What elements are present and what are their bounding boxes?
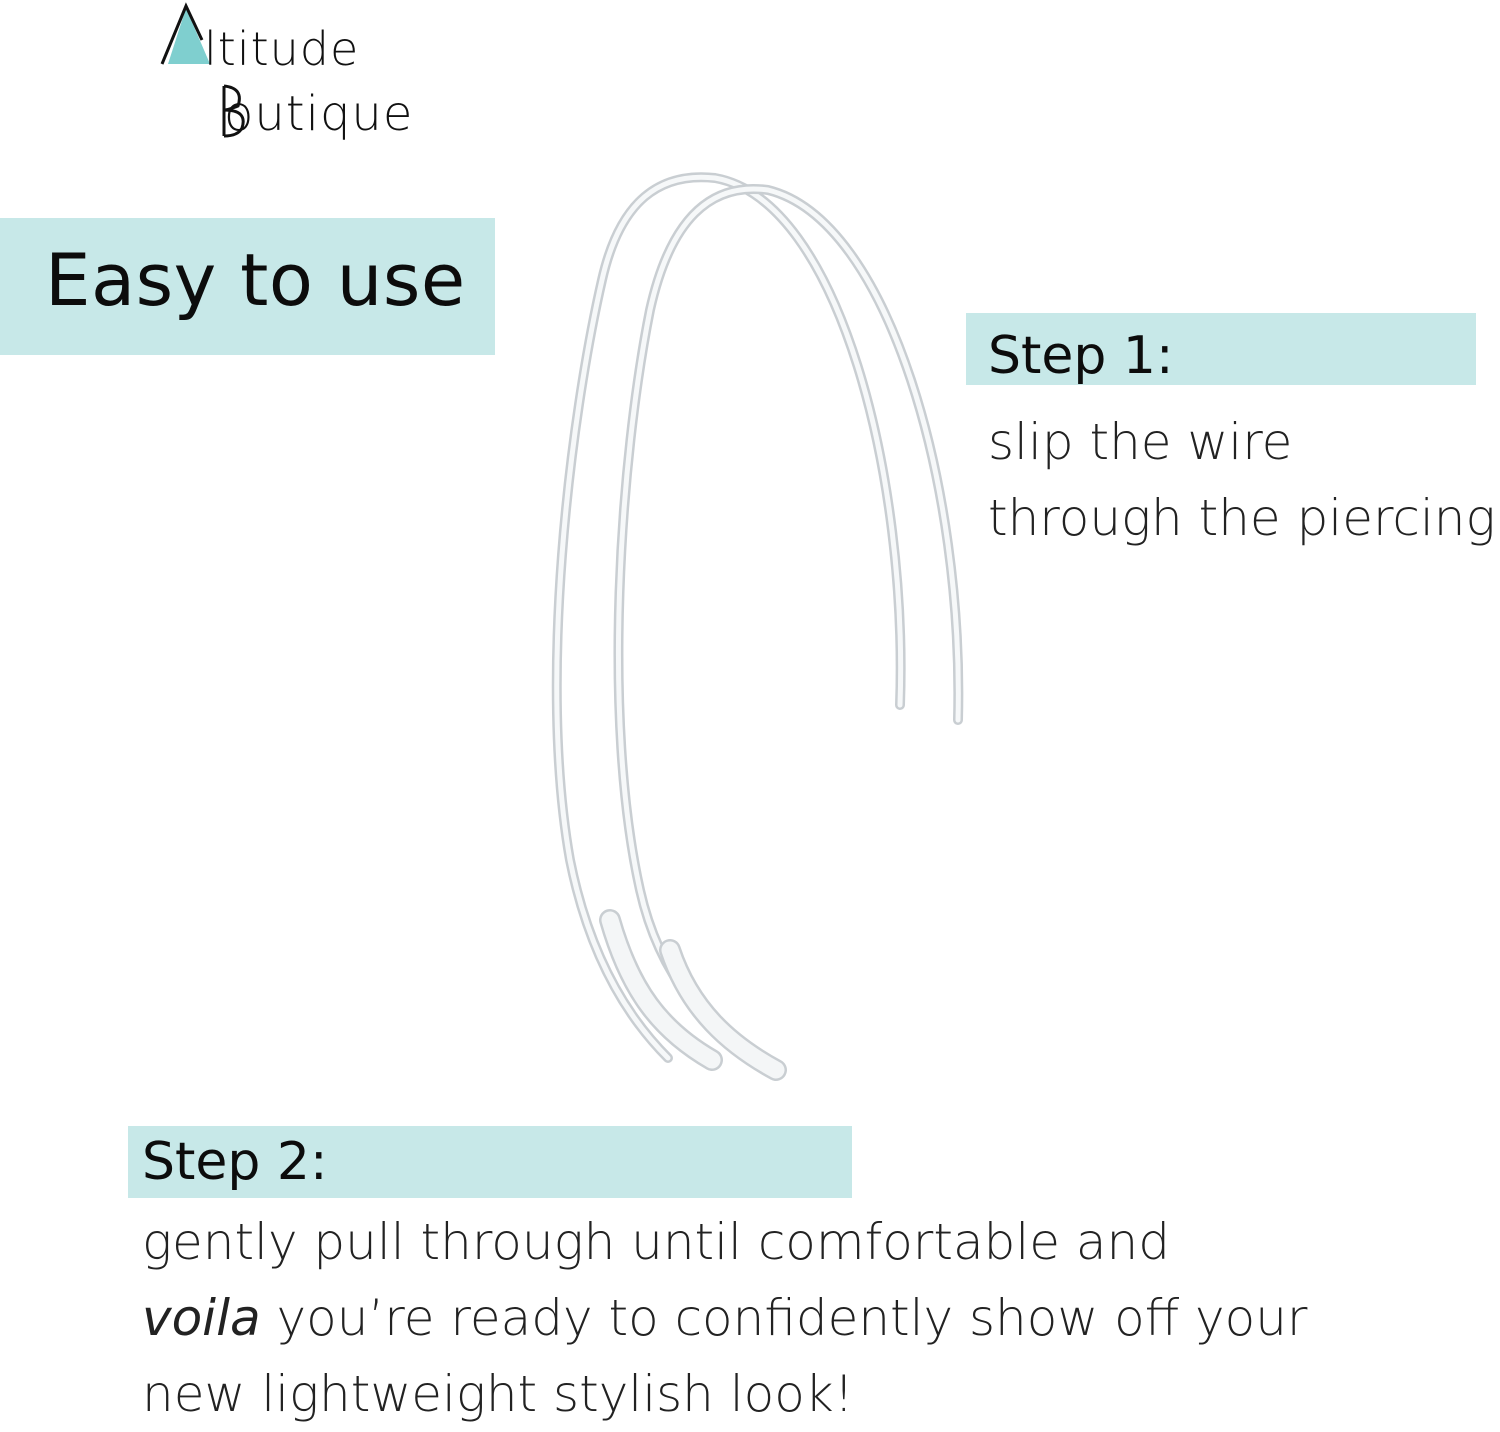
brand-logo [158,0,478,170]
step1-body: slip the wire through the piercing [988,413,1496,547]
brand-line-2: outique [224,86,414,142]
step1-heading: Step 1: [988,326,1174,386]
page-title: Easy to use [45,238,466,322]
step2-body [142,1204,1402,1432]
step2-body-rest: you’re ready to confidently show off your new lightweight stylish look! [142,1289,1308,1423]
step2-body-lead: gently pull through until comfortable and [142,1213,1170,1271]
step2-heading: Step 2: [142,1132,328,1192]
brand-line-1: ltitude [204,22,360,76]
wire-front [618,189,958,1070]
step2-body-emphasis: voila [142,1289,261,1347]
threader-earring-icon [540,160,980,1100]
